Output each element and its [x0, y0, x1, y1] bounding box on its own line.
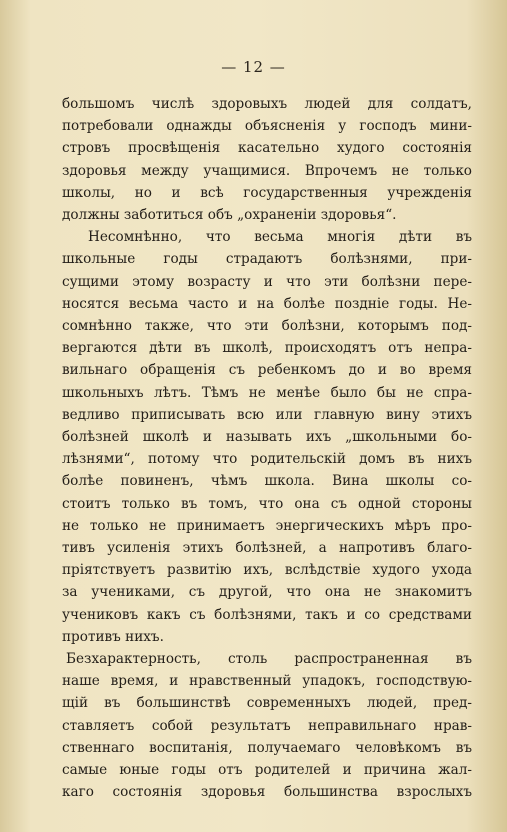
text-line: ставляетъ собой результатъ неправильнаго нрав-	[62, 717, 472, 734]
text-line: самые юные годы отъ родителей и причина жал-	[62, 762, 472, 779]
text-line: носятся весьма часто и на болѣе поздніе годы. Не-	[62, 295, 472, 312]
text-line: школьные годы страдаютъ болѣзнями, при-	[62, 251, 472, 268]
text-line: стровъ просвѣщенія касательно худого состоянія	[62, 140, 472, 157]
text-line: учениковъ какъ съ болѣзнями, такъ и со средствами	[62, 606, 472, 623]
text-line: ведливо приписывать всю или главную вину этихъ	[62, 406, 472, 423]
text-line: потребовали однажды объясненія у господъ мини-	[62, 118, 472, 135]
text-line: каго состоянія здоровья большинства взрослыхъ	[62, 784, 472, 801]
text-line: школы, но и всѣ государственныя учрежденія	[62, 184, 472, 201]
text-line: стоитъ только въ томъ, что она съ одной стороны	[62, 495, 472, 512]
text-line: наше время, и нравственный упадокъ, господствую-	[62, 673, 472, 690]
text-line: вильнаго обращенія съ ребенкомъ до и во время	[62, 362, 472, 379]
text-line: болѣе повиненъ, чѣмъ школа. Вина школы со-	[62, 473, 472, 490]
text-line: щій въ большинствѣ современныхъ людей, пред-	[62, 695, 472, 712]
text-line: ственнаго воспитанія, получаемаго человѣкомъ въ	[62, 739, 472, 756]
text-line: лѣзнями“, потому что родительскій домъ въ нихъ	[62, 451, 472, 468]
text-line: здоровья между учащимися. Впрочемъ не только	[62, 162, 472, 179]
text-line: болѣзней школѣ и называть ихъ „школьными бо-	[62, 429, 472, 446]
text-line: школьныхъ лѣтъ. Тѣмъ не менѣе было бы не спра-	[62, 384, 472, 401]
text-line: сущими этому возрасту и что эти болѣзни пере-	[62, 273, 472, 290]
text-line: вергаются дѣти въ школѣ, происходятъ отъ непра-	[62, 340, 472, 357]
text-line: Несомнѣнно, что весьма многія дѣти въ	[88, 229, 472, 246]
text-line: пріятствуетъ развитію ихъ, вслѣдствіе худого ухода	[62, 562, 472, 579]
body-text	[62, 93, 472, 804]
text-line: не только не принимаетъ энергическихъ мѣръ про-	[62, 517, 472, 534]
text-line: тивъ усиленія этихъ болѣзней, а напротивъ благо-	[62, 540, 472, 557]
page-number: — 12 —	[221, 58, 286, 76]
text-line: Безхарактерность, столь распространенная въ	[66, 651, 472, 668]
text-line: должны заботиться объ „охраненіи здоровья“.	[62, 207, 397, 224]
text-line: большомъ числѣ здоровыхъ людей для солдатъ,	[62, 96, 472, 112]
text-line: за учениками, съ другой, что она не знакомитъ	[62, 584, 472, 601]
text-line: сомнѣнно также, что эти болѣзни, которымъ под-	[62, 318, 472, 335]
text-line: противъ нихъ.	[62, 628, 164, 645]
